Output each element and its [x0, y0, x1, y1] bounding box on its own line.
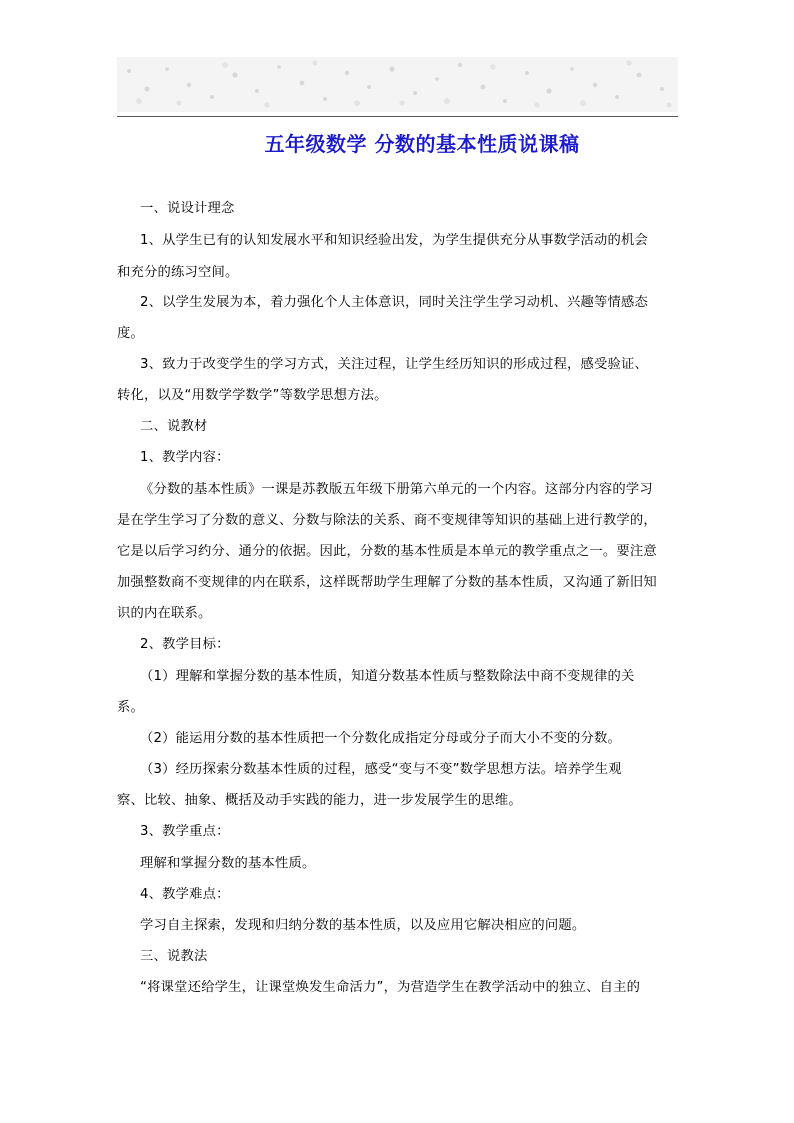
paragraph-line: 转化，以及“用数学学数学”等数学思想方法。 [117, 388, 388, 403]
paragraph-line: 理解和掌握分数的基本性质。 [140, 856, 316, 871]
header-banner-decoration [117, 57, 678, 112]
subsection-heading: 2、教学目标： [140, 637, 230, 652]
paragraph-line: （1）理解和掌握分数的基本性质，知道分数基本性质与整数除法中商不变规律的关 [140, 669, 635, 684]
header-divider [117, 116, 678, 117]
paragraph-line: 系。 [117, 700, 144, 715]
paragraph-line: 察、比较、抽象、概括及动手实践的能力，进一步发展学生的思维。 [117, 793, 522, 808]
paragraph-line: 识的内在联系。 [117, 606, 212, 621]
paragraph-line: 3、致力于改变学生的学习方式，关注过程，让学生经历知识的形成过程，感受验证、 [140, 357, 649, 372]
section-heading: 一、说设计理念 [140, 201, 235, 216]
paragraph-line: 是在学生学习了分数的意义、分数与除法的关系、商不变规律等知识的基础上进行教学的， [117, 513, 657, 528]
paragraph-line: “将课堂还给学生，让课堂焕发生命活力”，为营造学生在教学活动中的独立、自主的 [140, 980, 641, 995]
paragraph-line: 2、以学生发展为本，着力强化个人主体意识，同时关注学生学习动机、兴趣等情感态 [140, 295, 649, 310]
paragraph-line: 和充分的练习空间。 [117, 265, 239, 280]
paragraph-line: （2）能运用分数的基本性质把一个分数化成指定分母或分子而大小不变的分数。 [140, 731, 622, 746]
section-heading: 二、说教材 [140, 419, 208, 434]
subsection-heading: 1、教学内容： [140, 450, 230, 465]
paragraph-line: 加强整数商不变规律的内在联系，这样既帮助学生理解了分数的基本性质，又沟通了新旧知 [117, 575, 657, 590]
document-title: 五年级数学 分数的基本性质说课稿 [264, 132, 580, 156]
paragraph-line: （3）经历探索分数基本性质的过程，感受“变与不变”数学思想方法。培养学生观 [140, 762, 622, 777]
subsection-heading: 3、教学重点： [140, 824, 230, 839]
floral-pattern-icon [117, 57, 678, 112]
paragraph-line: 1、从学生已有的认知发展水平和知识经验出发，为学生提供充分从事数学活动的机会 [140, 233, 649, 248]
section-heading: 三、说教法 [140, 949, 208, 964]
paragraph-line: 《分数的基本性质》一课是苏教版五年级下册第六单元的一个内容。这部分内容的学习 [140, 482, 653, 497]
paragraph-line: 它是以后学习约分、通分的依据。因此，分数的基本性质是本单元的教学重点之一。要注意 [117, 544, 657, 559]
paragraph-line: 学习自主探索，发现和归纳分数的基本性质，以及应用它解决相应的问题。 [140, 918, 586, 933]
paragraph-line: 度。 [117, 326, 144, 341]
subsection-heading: 4、教学难点： [140, 887, 230, 902]
